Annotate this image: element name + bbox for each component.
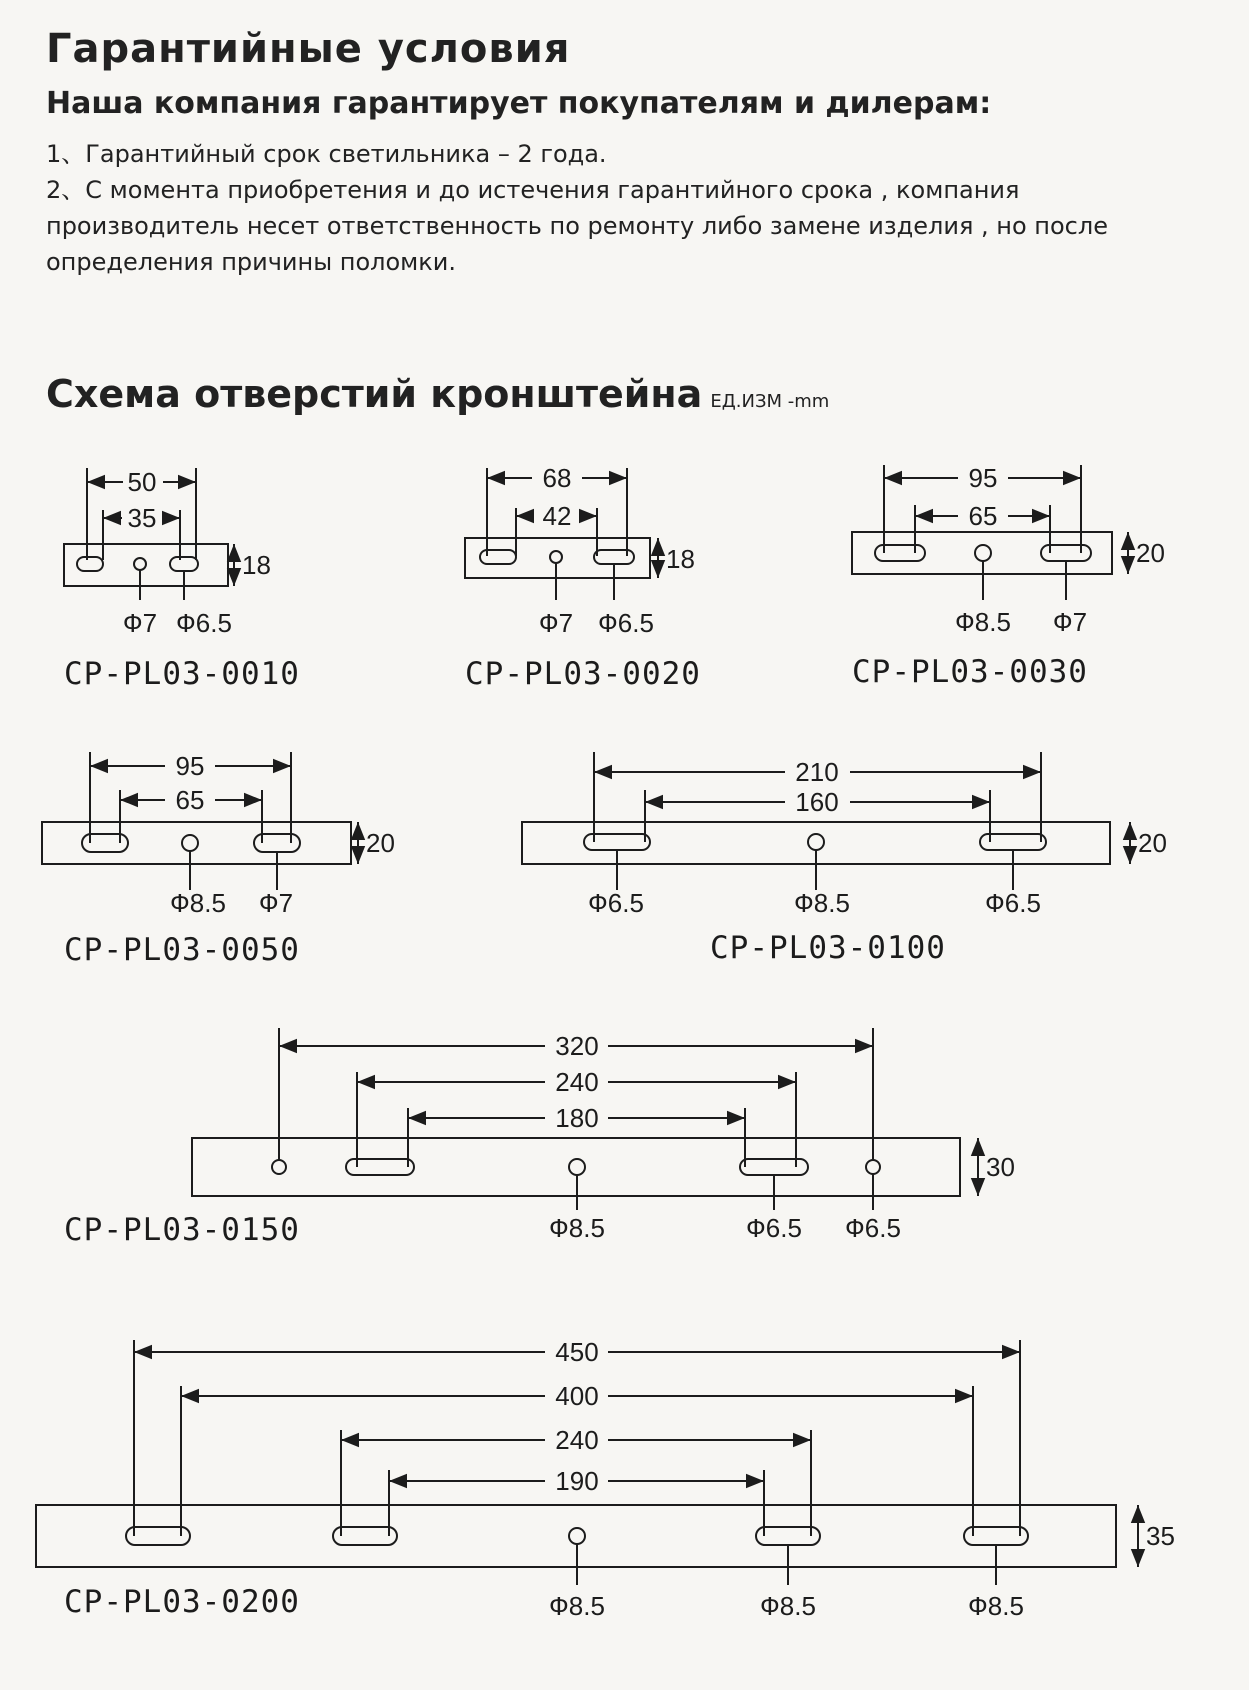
- dimension-label: 320: [555, 1031, 599, 1061]
- hole-label: Ф6.5: [985, 888, 1041, 918]
- hole-label: Ф6.5: [176, 608, 232, 638]
- bracket-code: CP-PL03-0020: [465, 656, 701, 692]
- page-subtitle: Наша компания гарантирует покупателям и дилерам:: [46, 86, 992, 121]
- height-label: 18: [666, 544, 695, 574]
- hole-label: Ф8.5: [794, 888, 850, 918]
- dimension-label: 65: [175, 785, 205, 815]
- dimension-label: 240: [555, 1425, 599, 1455]
- bracket-code: CP-PL03-0200: [64, 1584, 300, 1620]
- bracket-code: CP-PL03-0150: [64, 1212, 300, 1248]
- slot-hole: [480, 550, 516, 564]
- round-hole: [866, 1160, 880, 1174]
- dimension-label: 68: [542, 463, 572, 493]
- slot-hole: [77, 557, 103, 571]
- schema-unit: ЕД.ИЗМ -mm: [710, 391, 830, 412]
- warranty-item-1: 1、Гарантийный срок светильника – 2 года.: [46, 140, 607, 168]
- slot-hole: [333, 1527, 397, 1545]
- hole-label: Ф7: [258, 888, 294, 918]
- bracket-plate: [465, 538, 650, 578]
- dimension-label: 180: [555, 1103, 599, 1133]
- round-hole: [569, 1528, 585, 1544]
- hole-label: Ф8.5: [549, 1591, 605, 1621]
- dimension-label: 35: [127, 503, 157, 533]
- hole-label: Ф6.5: [588, 888, 644, 918]
- height-label: 35: [1146, 1521, 1175, 1551]
- bracket-plate: [42, 822, 351, 864]
- dimension-label: 240: [555, 1067, 599, 1097]
- hole-label: Ф8.5: [968, 1591, 1024, 1621]
- dimension-label: 190: [555, 1466, 599, 1496]
- dimension-label: 95: [968, 463, 998, 493]
- hole-label: Ф8.5: [549, 1213, 605, 1243]
- round-hole: [569, 1159, 585, 1175]
- warranty-item-2: 2、С момента приобретения и до истечения гарантийного срока , компания производитель несет ответственность по ремонту либо замене изделия , но после определения причины поломки.: [46, 176, 1108, 276]
- dimension-label: 50: [127, 467, 157, 497]
- dimension-label: 210: [795, 757, 839, 787]
- round-hole: [975, 545, 991, 561]
- height-label: 20: [1136, 538, 1165, 568]
- round-hole: [272, 1160, 286, 1174]
- schema-title: Схема отверстий кронштейна: [46, 372, 703, 416]
- hole-label: Ф8.5: [760, 1591, 816, 1621]
- dimension-label: 65: [968, 501, 998, 531]
- slot-hole: [875, 545, 925, 561]
- slot-hole: [740, 1159, 808, 1175]
- bracket-code: CP-PL03-0030: [852, 654, 1088, 690]
- dimension-label: 400: [555, 1381, 599, 1411]
- hole-label: Ф7: [122, 608, 158, 638]
- dimension-label: 160: [795, 787, 839, 817]
- dimension-label: 42: [542, 501, 572, 531]
- height-label: 18: [242, 550, 271, 580]
- hole-label: Ф8.5: [170, 888, 226, 918]
- page-title: Гарантийные условия: [46, 26, 571, 72]
- bracket-code: CP-PL03-0010: [64, 656, 300, 692]
- round-hole: [808, 834, 824, 850]
- bracket-code: CP-PL03-0050: [64, 932, 300, 968]
- hole-label: Ф8.5: [955, 607, 1011, 637]
- dimension-label: 450: [555, 1337, 599, 1367]
- slot-hole: [82, 834, 128, 852]
- round-hole: [550, 551, 562, 563]
- round-hole: [134, 558, 146, 570]
- hole-label: Ф6.5: [746, 1213, 802, 1243]
- bracket-code: CP-PL03-0100: [710, 930, 946, 966]
- hole-label: Ф6.5: [598, 608, 654, 638]
- slot-hole: [254, 834, 300, 852]
- slot-hole: [170, 557, 198, 571]
- height-label: 20: [1138, 828, 1167, 858]
- bracket-cp-pl03-0200: [36, 1340, 1138, 1585]
- dimension-label: 95: [175, 751, 205, 781]
- height-label: 20: [366, 828, 395, 858]
- hole-label: Ф6.5: [845, 1213, 901, 1243]
- hole-label: Ф7: [538, 608, 574, 638]
- hole-label: Ф7: [1052, 607, 1088, 637]
- slot-hole: [1041, 545, 1091, 561]
- height-label: 30: [986, 1152, 1015, 1182]
- round-hole: [182, 835, 198, 851]
